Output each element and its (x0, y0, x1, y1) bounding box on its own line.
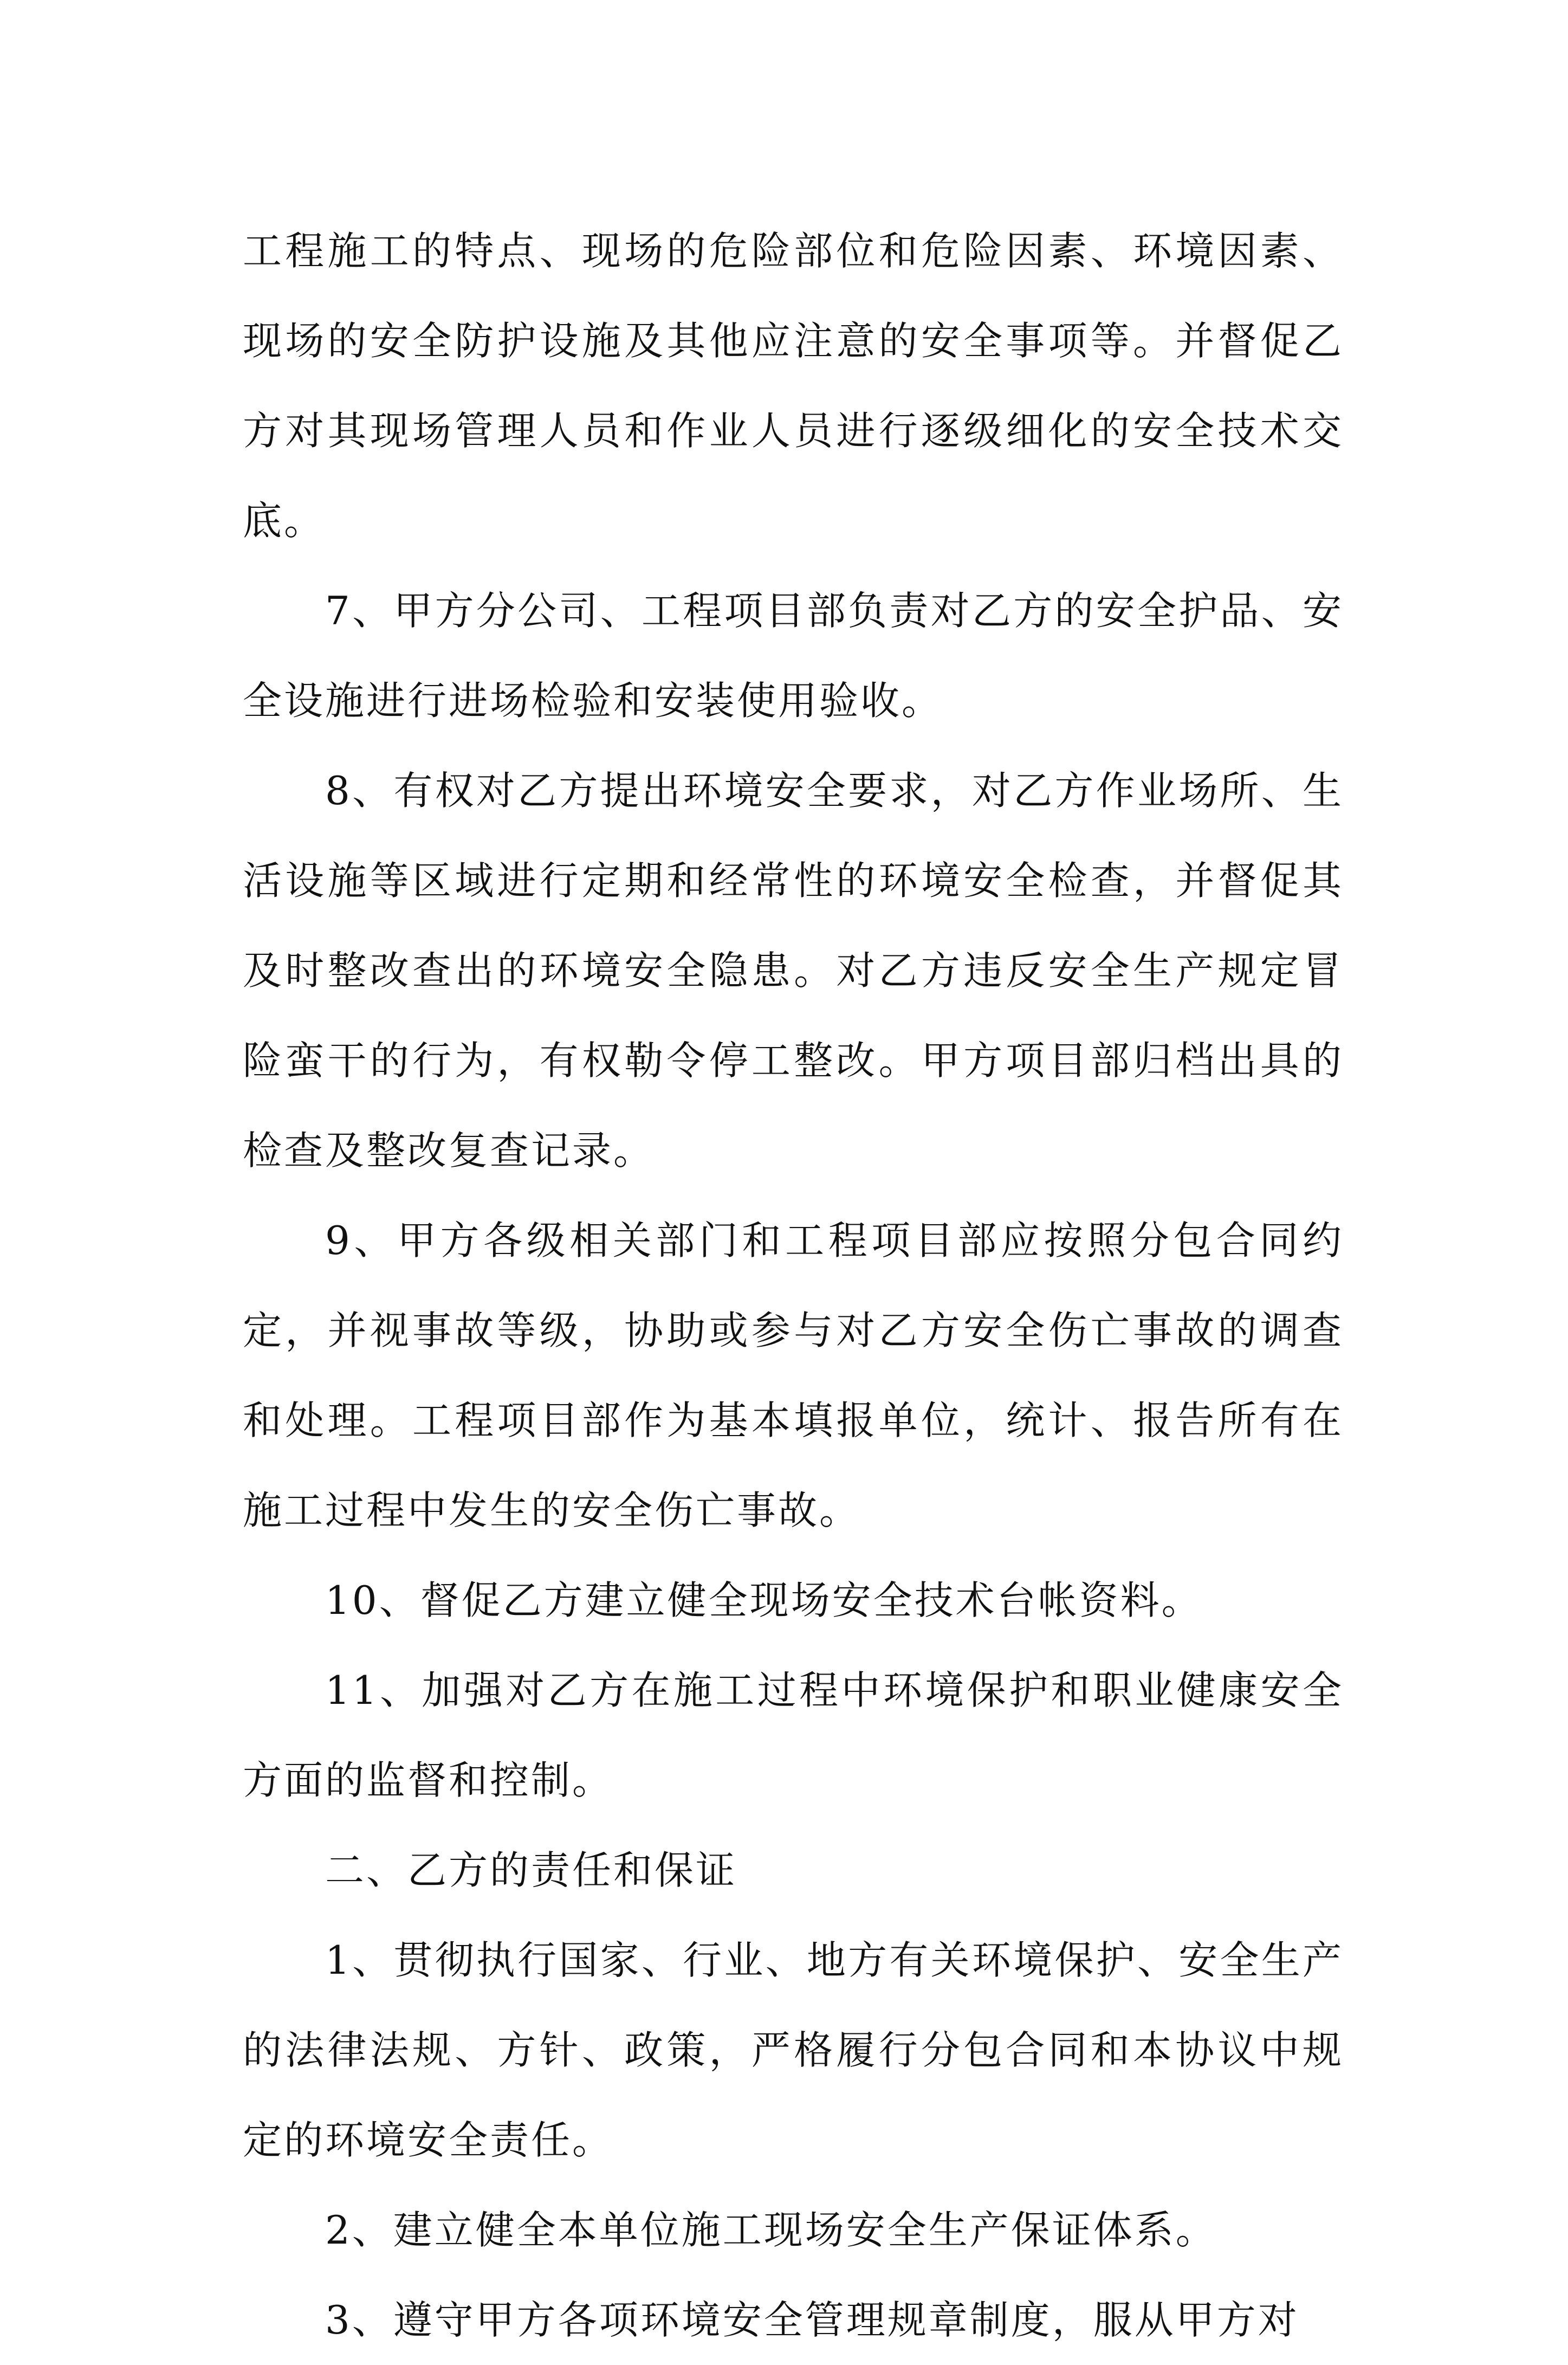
paragraph-item-8: 8、有权对乙方提出环境安全要求，对乙方作业场所、生活设施等区域进行定期和经常性的环境安全检查，并督促其及时整改查出的环境安全隐患。对乙方违反安全生产规定冒险蛮干的行为，有权勒令停工整改。甲方项目部归档出具的检查及整改复查记录。 (243, 768, 1344, 1173)
section-heading-party-b: 二、乙方的责任和保证 (325, 1847, 737, 1893)
document-body (243, 206, 1344, 2365)
paragraph-b-item-1: 1、贯彻执行国家、行业、地方有关环境保护、安全生产的法律法规、方针、政策，严格履行分包合同和本协议中规定的环境安全责任。 (243, 1937, 1344, 2163)
paragraph-item-9: 9、甲方各级相关部门和工程项目部应按照分包合同约定，并视事故等级，协助或参与对乙方安全伤亡事故的调查和处理。工程项目部作为基本填报单位，统计、报告所有在施工过程中发生的安全伤亡事故。 (243, 1218, 1344, 1533)
paragraph-b-item-3: 3、遵守甲方各项环境安全管理规章制度，服从甲方对 (325, 2297, 1299, 2343)
paragraph-continuation: 工程施工的特点、现场的危险部位和危险因素、环境因素、现场的安全防护设施及其他应注意的安全事项等。并督促乙方对其现场管理人员和作业人员进行逐级细化的安全技术交底。 (243, 228, 1344, 544)
paragraph-b-item-2: 2、建立健全本单位施工现场安全生产保证体系。 (325, 2207, 1217, 2253)
paragraph-item-11: 11、加强对乙方在施工过程中环境保护和职业健康安全方面的监督和控制。 (243, 1668, 1344, 1803)
paragraph-item-7: 7、甲方分公司、工程项目部负责对乙方的安全护品、安全设施进行进场检验和安装使用验收。 (243, 588, 1344, 723)
paragraph-item-10: 10、督促乙方建立健全现场安全技术台帐资料。 (325, 1578, 1203, 1623)
